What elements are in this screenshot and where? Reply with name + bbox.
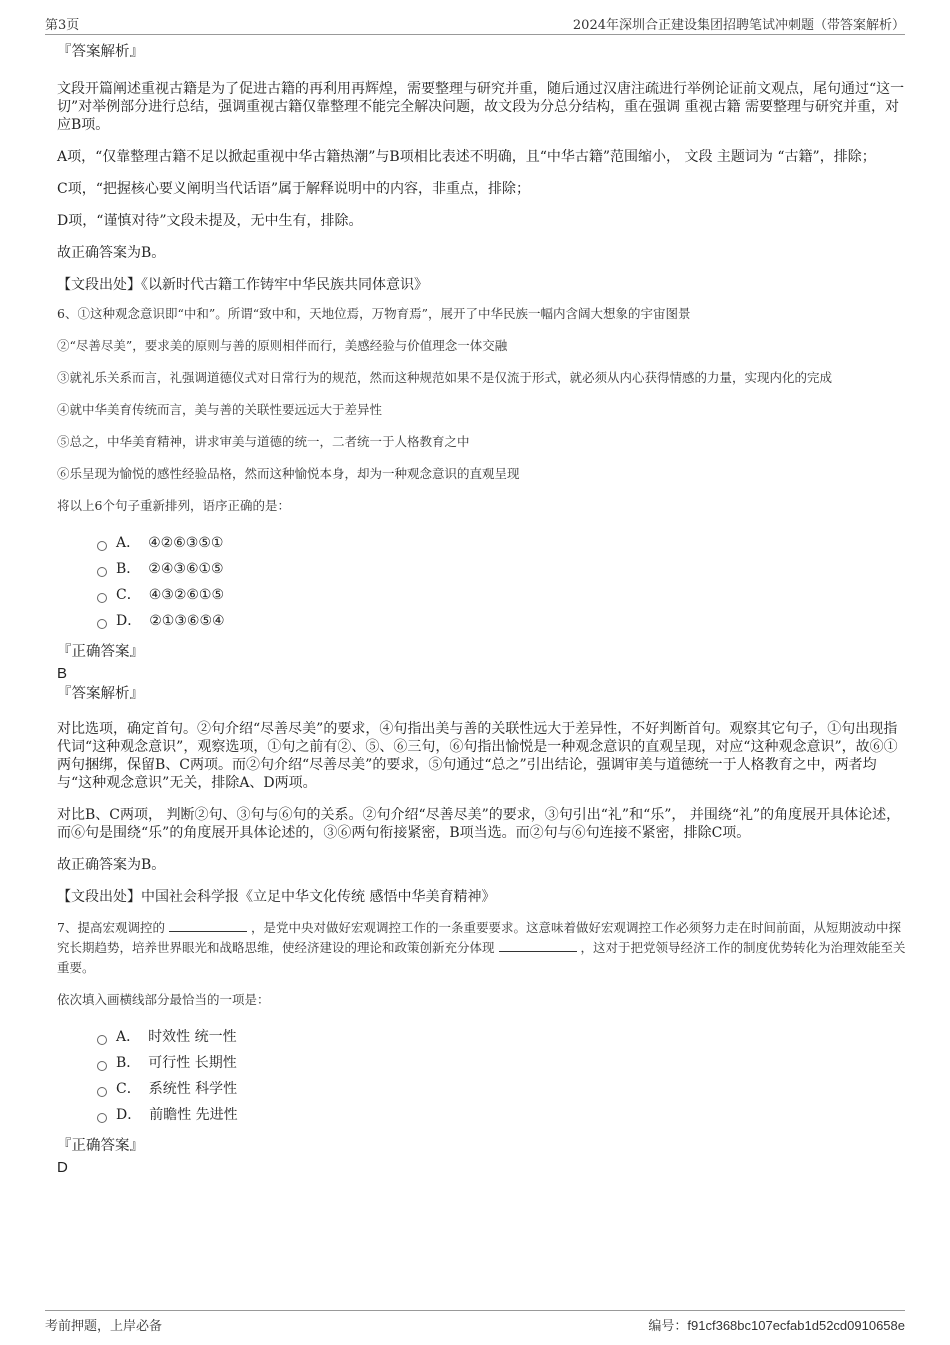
- q7-prompt: 依次填入画横线部分最恰当的一项是：: [57, 992, 270, 1007]
- q5-analysis-p1: 文段开篇阐述重视古籍是为了促进古籍的再利用再辉煌，需要整理与研究并重，随后通过汉唐注疏进行举例论证前文观点，尾句通过“这一切”对举例部分进行总结，强调重视古籍仅靠整理不能完全解决问题，故文段为分总分结构，重在强调 重视古籍 需要整理与研究并重，对应B项。: [57, 81, 905, 133]
- q7-options: [97, 1024, 907, 1128]
- radio-icon[interactable]: [97, 1087, 107, 1097]
- radio-icon[interactable]: [97, 619, 107, 629]
- document-id: 编号：f91cf368bc107ecfab1d52cd0910658e: [648, 1318, 905, 1333]
- q6-options: [97, 530, 907, 634]
- q6-sentence-4: ④就中华美育传统而言，美与善的关联性要远远大于差异性: [57, 402, 383, 417]
- q6-option-d[interactable]: D． ②①③⑥⑤④: [97, 608, 907, 634]
- q7-option-c[interactable]: C． 系统性 科学性: [97, 1076, 907, 1102]
- document-title: 2024年深圳合正建设集团招聘笔试冲刺题（带答案解析）: [572, 18, 905, 33]
- blank-line: [169, 919, 247, 932]
- q7-option-d[interactable]: D． 前瞻性 先进性: [97, 1102, 907, 1128]
- radio-icon[interactable]: [97, 1113, 107, 1123]
- q6-sentence-6: ⑥乐呈现为愉悦的感性经验品格，然而这种愉悦本身，却为一种观念意识的直观呈现: [57, 466, 520, 481]
- blank-line: [499, 939, 577, 952]
- page-footer: [45, 1310, 905, 1333]
- q5-analysis-p5: 故正确答案为B。: [57, 245, 166, 261]
- radio-icon[interactable]: [97, 593, 107, 603]
- q6-option-a[interactable]: A． ④②⑥③⑤①: [97, 530, 907, 556]
- q5-analysis-p4: D项，“谨慎对待”文段未提及，无中生有，排除。: [57, 213, 363, 229]
- radio-icon[interactable]: [97, 567, 107, 577]
- q5-source: 【文段出处】《以新时代古籍工作铸牢中华民族共同体意识》: [57, 277, 428, 293]
- q6-sentence-5: ⑤总之，中华美育精神，讲求审美与道德的统一，二者统一于人格教育之中: [57, 434, 470, 449]
- q6-prompt: 将以上6个句子重新排列，语序正确的是：: [57, 498, 290, 513]
- q6-option-b[interactable]: B． ②④③⑥①⑤: [97, 556, 907, 582]
- q6-answer: B: [57, 665, 68, 682]
- q7-option-a[interactable]: A． 时效性 统一性: [97, 1024, 907, 1050]
- q6-analysis-p3: 故正确答案为B。: [57, 857, 166, 873]
- q6-analysis-label: 『答案解析』: [57, 686, 144, 702]
- q6-source: 【文段出处】中国社会科学报《立足中华文化传统 感悟中华美育精神》: [57, 889, 496, 905]
- radio-icon[interactable]: [97, 541, 107, 551]
- page-header: [45, 12, 905, 35]
- q6-answer-label: 『正确答案』: [57, 644, 144, 660]
- q7-option-b[interactable]: B． 可行性 长期性: [97, 1050, 907, 1076]
- q5-analysis-p2: A项，“仅靠整理古籍不足以掀起重视中华古籍热潮”与B项相比表述不明确，且“中华古籍”范围缩小， 文段 主题词为 “古籍”，排除；: [57, 149, 876, 165]
- radio-icon[interactable]: [97, 1035, 107, 1045]
- q7-answer: D: [57, 1159, 68, 1176]
- q6-option-c[interactable]: C． ④③②⑥①⑤: [97, 582, 907, 608]
- page-number: 第3页: [45, 18, 80, 33]
- q7-stem: 7、提高宏观调控的 ，是党中央对做好宏观调控工作的一条重要要求。这意味着做好宏观调控工作必须努力走在时间前面，从短期波动中探究长期趋势，培养世界眼光和战略思维，使经济建设的理论和政策创新充分体现 ，这对于把党领导经济工作的制度优势转化为治理效能至关重要。: [57, 920, 906, 975]
- q6-sentence-3: ③就礼乐关系而言，礼强调道德仪式对日常行为的规范，然而这种规范如果不是仅流于形式，就必须从内心获得情感的力量，实现内化的完成: [57, 370, 833, 385]
- q7-answer-label: 『正确答案』: [57, 1138, 144, 1154]
- q5-analysis-p3: C项，“把握核心要义阐明当代话语”属于解释说明中的内容，非重点，排除；: [57, 181, 531, 197]
- q6-sentence-2: ②“尽善尽美”，要求美的原则与善的原则相伴而行，美感经验与价值理念一体交融: [57, 338, 508, 353]
- q6-sentence-1: 6、①这种观念意识即“中和”。所谓“致中和，天地位焉，万物育焉”，展开了中华民族一幅内含阔大想象的宇宙图景: [57, 306, 691, 321]
- q6-analysis-p1: 对比选项，确定首句。②句介绍“尽善尽美”的要求，④句指出美与善的关联性远大于差异性，不好判断首句。观察其它句子，①句出现指代词“这种观念意识”，观察选项，①句之前有②、⑤、⑥三句，⑥句指出愉悦是一种观念意识的直观呈现，对应“这种观念意识”，故⑥①两句捆绑，保留B、C两项。而②句介绍“尽善尽美”的要求，⑤句通过“总之”引出结论，强调审美与道德统一于人格教育之中，两者均与“这种观念意识”无关，排除A、D两项。: [57, 721, 898, 791]
- radio-icon[interactable]: [97, 1061, 107, 1071]
- q6-analysis-p2: 对比B、C两项， 判断②句、③句与⑥句的关系。②句介绍“尽善尽美”的要求，③句引出“礼”和“乐”， 并围绕“礼”的角度展开具体论述，而⑥句是围绕“乐”的角度展开具体论述的，③⑥两句衔接紧密，B项当选。而②句与⑥句连接不紧密，排除C项。: [57, 807, 901, 841]
- document-body: [57, 42, 907, 1178]
- footer-slogan: 考前押题，上岸必备: [45, 1319, 163, 1334]
- q5-analysis-label: 『答案解析』: [57, 44, 144, 60]
